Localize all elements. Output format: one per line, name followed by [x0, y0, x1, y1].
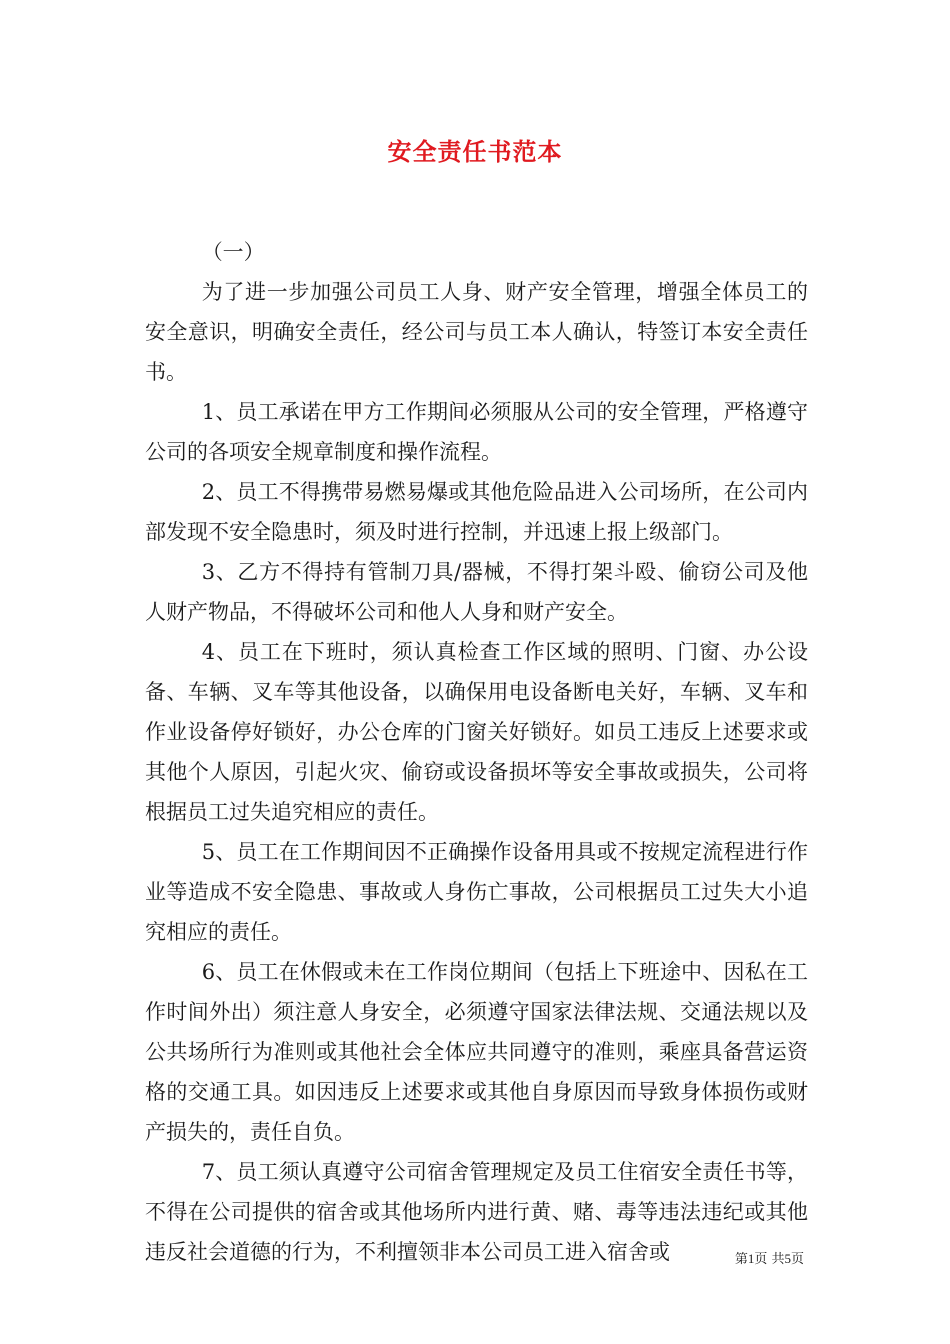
paragraph-item-7: 7、员工须认真遵守公司宿舍管理规定及员工住宿安全责任书等，不得在公司提供的宿舍或其他场所内进行黄、赌、毒等违法违纪或其他违反社会道德的行为，不利擅领非本公司员工进入宿舍或	[145, 1160, 808, 1264]
paragraph-item-2: 2、员工不得携带易燃易爆或其他危险品进入公司场所，在公司内部发现不安全隐患时，须及时进行控制，并迅速上报上级部门。	[145, 480, 808, 544]
document-body	[145, 232, 808, 1272]
page-footer	[735, 1248, 804, 1267]
footer-middle: 页 共	[754, 1252, 785, 1267]
paragraph-item-3: 3、乙方不得持有管制刀具/器械，不得打架斗殴、偷窃公司及他人财产物品，不得破坏公司和他人人身和财产安全。	[145, 560, 808, 624]
total-pages-number: 5	[784, 1251, 791, 1266]
paragraph-item-1: 1、员工承诺在甲方工作期间必须服从公司的安全管理，严格遵守公司的各项安全规章制度和操作流程。	[145, 400, 808, 464]
current-page-number: 1	[747, 1251, 755, 1266]
paragraph-item-5: 5、员工在工作期间因不正确操作设备用具或不按规定流程进行作业等造成不安全隐患、事故或人身伤亡事故，公司根据员工过失大小追究相应的责任。	[145, 840, 808, 944]
footer-suffix: 页	[790, 1252, 804, 1267]
document-title: 安全责任书范本	[387, 137, 563, 166]
footer-prefix: 第	[734, 1252, 748, 1267]
paragraph-item-4: 4、员工在下班时，须认真检查工作区域的照明、门窗、办公设备、车辆、叉车等其他设备，以确保用电设备断电关好，车辆、叉车和作业设备停好锁好，办公仓库的门窗关好锁好。如员工违反上述要求或其他个人原因，引起火灾、偷窃或设备损坏等安全事故或损失，公司将根据员工过失追究相应的责任。	[145, 640, 808, 824]
paragraph-item-6: 6、员工在休假或未在工作岗位期间（包括上下班途中、因私在工作时间外出）须注意人身安全，必须遵守国家法律法规、交通法规以及公共场所行为准则或其他社会全体应共同遵守的准则，乘座具备营运资格的交通工具。如因违反上述要求或其他自身原因而导致身体损伤或财产损失的，责任自负。	[145, 960, 808, 1144]
section-label: （一）	[201, 240, 265, 264]
paragraph-intro: 为了进一步加强公司员工人身、财产安全管理，增强全体员工的安全意识，明确安全责任，经公司与员工本人确认，特签订本安全责任书。	[145, 280, 808, 384]
